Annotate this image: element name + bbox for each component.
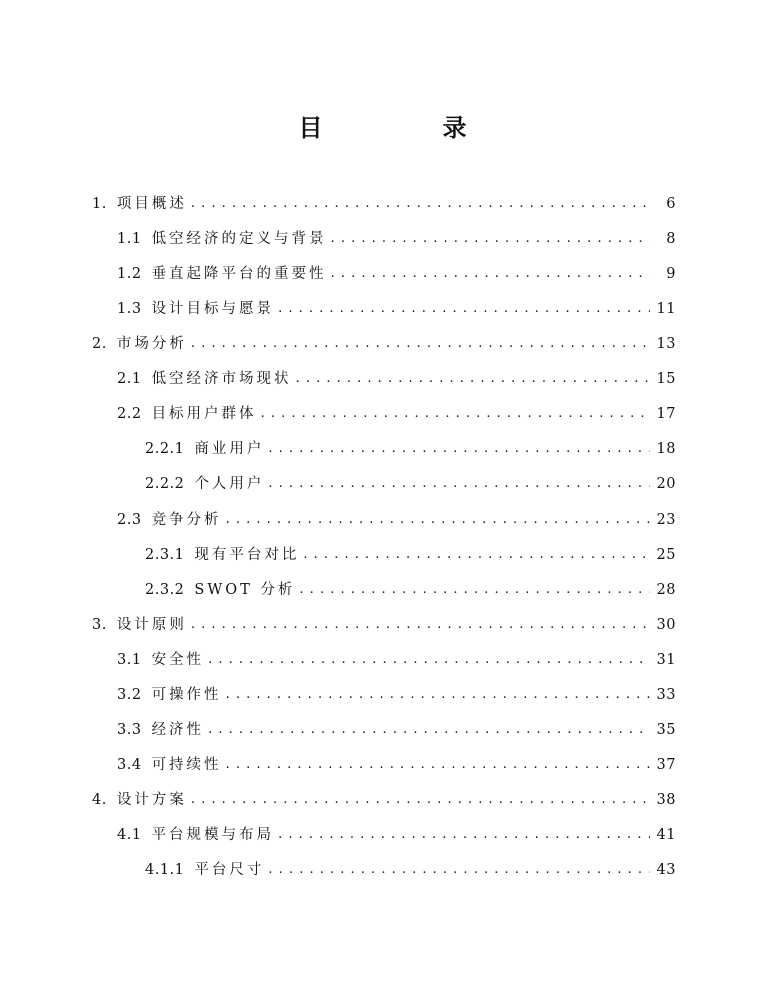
toc-entry[interactable] (117, 720, 676, 740)
toc-entry[interactable] (117, 755, 676, 775)
toc-entry[interactable] (117, 299, 676, 319)
toc-title: 商业用户 (194, 441, 265, 457)
toc-entry[interactable] (117, 404, 676, 424)
page-title: 目 录 (298, 114, 515, 142)
toc-page-number: 35 (656, 722, 676, 738)
dot-leader (261, 404, 650, 424)
dot-leader (331, 264, 650, 284)
dot-leader (331, 229, 650, 249)
toc-number: 4.1 (117, 827, 142, 843)
toc-entry[interactable] (145, 474, 676, 494)
toc-page-number: 13 (656, 336, 676, 352)
toc-page-number: 30 (656, 617, 676, 633)
toc-title: 设计方案 (116, 792, 187, 808)
toc-number: 3.1 (117, 652, 142, 668)
toc-number: 2.2.1 (145, 441, 185, 457)
dot-leader (268, 439, 650, 459)
toc-page-number: 18 (656, 441, 676, 457)
toc-page-number: 41 (656, 827, 676, 843)
toc-title: 平台规模与布局 (151, 827, 275, 843)
dot-leader (226, 755, 650, 775)
dot-leader (303, 545, 650, 565)
toc-page-number: 8 (666, 231, 676, 247)
toc-number: 2.3.2 (145, 582, 185, 598)
toc-page-number: 25 (656, 547, 676, 563)
toc-entry[interactable] (145, 860, 676, 880)
toc-title: 目标用户群体 (151, 406, 257, 422)
toc-page-number: 15 (656, 371, 676, 387)
dot-leader (191, 790, 650, 810)
toc-title: SWOT 分析 (194, 582, 296, 598)
dot-leader (208, 720, 650, 740)
toc-page-number: 11 (656, 301, 676, 317)
toc-entry[interactable] (92, 194, 676, 214)
toc-number: 4.1.1 (145, 862, 185, 878)
toc-entry[interactable] (117, 685, 676, 705)
toc-page-number: 33 (656, 687, 676, 703)
toc-number: 1.3 (117, 301, 142, 317)
toc-entry[interactable] (117, 264, 676, 284)
dot-leader (226, 685, 650, 705)
toc-title: 竞争分析 (151, 512, 222, 528)
toc-page-number: 6 (666, 196, 676, 212)
toc-page-number: 28 (656, 582, 676, 598)
toc-entry[interactable] (92, 790, 676, 810)
toc-entry[interactable] (117, 229, 676, 249)
toc-title: 平台尺寸 (194, 862, 265, 878)
toc-number: 2.3 (117, 512, 142, 528)
toc-number: 1.2 (117, 266, 142, 282)
dot-leader (191, 615, 650, 635)
dot-leader (296, 369, 650, 389)
toc-page-number: 17 (656, 406, 676, 422)
toc-number: 2.2.2 (145, 476, 185, 492)
dot-leader (299, 580, 650, 600)
toc-number: 3.2 (117, 687, 142, 703)
toc-page-number: 38 (656, 792, 676, 808)
toc-entry[interactable] (145, 545, 676, 565)
toc-page-number: 43 (656, 862, 676, 878)
toc-number: 2. (92, 336, 107, 352)
toc-page-number: 23 (656, 512, 676, 528)
toc-page-number: 20 (656, 476, 676, 492)
toc-title: 设计原则 (116, 617, 187, 633)
toc-entry[interactable] (92, 615, 676, 635)
toc-title: 安全性 (151, 652, 205, 668)
toc-title: 个人用户 (194, 476, 265, 492)
toc-entry[interactable] (145, 439, 676, 459)
toc-number: 3.3 (117, 722, 142, 738)
toc-entry[interactable] (117, 650, 676, 670)
toc-title: 项目概述 (116, 196, 187, 212)
dot-leader (208, 650, 650, 670)
toc-number: 2.1 (117, 371, 142, 387)
dot-leader (191, 194, 650, 214)
toc-page-number: 9 (666, 266, 676, 282)
dot-leader (278, 825, 650, 845)
toc-title: 低空经济的定义与背景 (151, 231, 327, 247)
toc-page-number: 37 (656, 757, 676, 773)
dot-leader (226, 510, 650, 530)
toc-entry[interactable] (117, 510, 676, 530)
toc-number: 2.2 (117, 406, 142, 422)
toc-number: 1. (92, 196, 107, 212)
dot-leader (268, 474, 650, 494)
dot-leader (278, 299, 650, 319)
toc-number: 3. (92, 617, 107, 633)
toc-title: 低空经济市场现状 (151, 371, 292, 387)
toc-number: 4. (92, 792, 107, 808)
toc-number: 2.3.1 (145, 547, 185, 563)
toc-title: 可持续性 (151, 757, 222, 773)
toc-title: 经济性 (151, 722, 205, 738)
toc-number: 3.4 (117, 757, 142, 773)
toc-entry[interactable] (92, 334, 676, 354)
toc-title: 设计目标与愿景 (151, 301, 275, 317)
toc-entry[interactable] (145, 580, 676, 600)
toc-page-number: 31 (656, 652, 676, 668)
dot-leader (191, 334, 650, 354)
toc-entry[interactable] (117, 825, 676, 845)
toc-title: 现有平台对比 (194, 547, 300, 563)
toc-entry[interactable] (117, 369, 676, 389)
dot-leader (268, 860, 650, 880)
toc-title: 可操作性 (151, 687, 222, 703)
toc-number: 1.1 (117, 231, 142, 247)
toc-title: 垂直起降平台的重要性 (151, 266, 327, 282)
toc-title: 市场分析 (116, 336, 187, 352)
